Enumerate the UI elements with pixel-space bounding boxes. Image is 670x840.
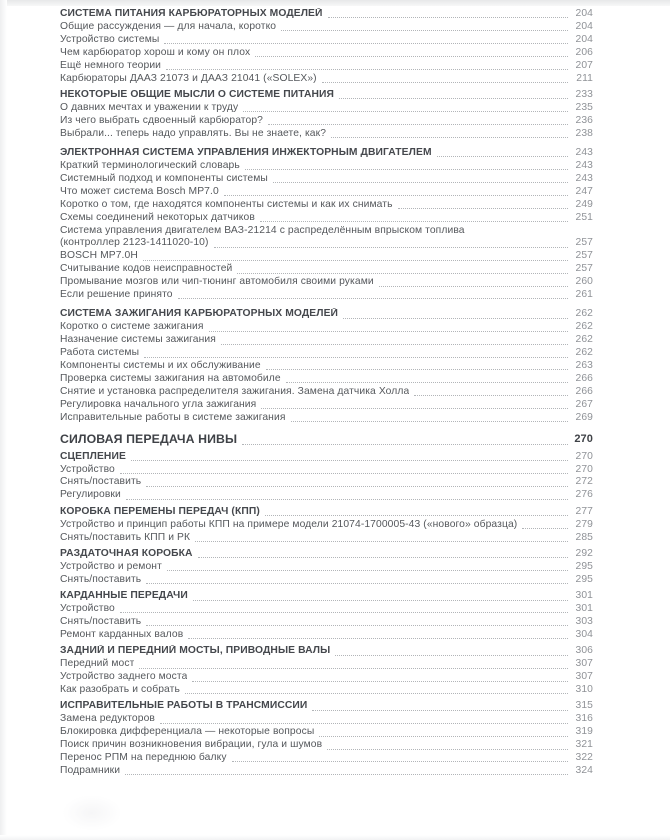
page-number: 301 <box>575 603 593 615</box>
entry-label: Краткий терминологический словарь <box>60 159 240 171</box>
entry-label: Снятие и установка распределителя зажигания. Замена датчика Холла <box>60 385 410 397</box>
dot-leader <box>131 460 568 461</box>
entry-label: КОРОБКА ПЕРЕМЕНЫ ПЕРЕДАЧ (КПП) <box>60 505 260 517</box>
toc-section-header <box>60 700 593 713</box>
entry-label: Регулировка начального угла зажигания <box>60 398 257 410</box>
dot-leader <box>255 56 568 57</box>
toc-entry <box>60 73 593 86</box>
toc-entry <box>60 476 593 489</box>
toc-entry <box>60 373 593 386</box>
toc-entry <box>60 561 593 574</box>
dot-leader <box>328 17 568 18</box>
page-number: 267 <box>575 398 593 410</box>
toc-section-header <box>60 308 593 321</box>
dot-leader <box>143 260 568 261</box>
page-number: 285 <box>575 531 593 543</box>
entry-label: Промывание мозгов или чип-тюнинг автомобиля своими руками <box>60 276 374 288</box>
toc-entry <box>60 360 593 373</box>
entry-label: Снять/поставить КПП и РК <box>60 531 191 543</box>
dot-leader <box>322 82 568 83</box>
dot-leader <box>221 344 568 345</box>
dot-leader <box>120 612 568 613</box>
toc-section-header <box>60 147 593 160</box>
dot-leader <box>339 98 568 99</box>
toc-entry <box>60 347 593 360</box>
entry-label: Выбрали... теперь надо управлять. Вы не знаете, как? <box>60 127 327 139</box>
page-number: 262 <box>575 321 593 333</box>
page-number: 279 <box>575 518 593 530</box>
dot-leader <box>164 43 568 44</box>
dot-leader <box>125 774 568 775</box>
dot-leader <box>146 583 568 584</box>
entry-label: Подрамники <box>60 764 121 776</box>
page-number: 233 <box>575 88 593 100</box>
dot-leader <box>120 473 568 474</box>
entry-label: Что может система Bosch MP7.0 <box>60 185 219 197</box>
toc-entry <box>60 464 593 477</box>
page-number: 238 <box>575 127 593 139</box>
entry-label: О давних мечтах и уважении к труду <box>60 101 239 113</box>
page-number: 263 <box>575 360 593 372</box>
scan-smudge-artifact <box>62 795 122 831</box>
entry-label: СЦЕПЛЕНИЕ <box>60 450 126 462</box>
page-number: 321 <box>575 739 593 751</box>
toc-entry <box>60 263 593 276</box>
entry-label: BOSCH MP7.0H <box>60 250 138 262</box>
toc-entry <box>60 574 593 587</box>
dot-leader <box>146 625 568 626</box>
entry-label: Передний мост <box>60 658 135 670</box>
toc-entry <box>60 334 593 347</box>
toc-entry <box>60 199 593 212</box>
dot-leader <box>273 182 568 183</box>
page-number: 207 <box>575 59 593 71</box>
entry-label: ЭЛЕКТРОННАЯ СИСТЕМА УПРАВЛЕНИЯ ИНЖЕКТОРНЫМ ДВИГАТЕЛЕМ <box>60 147 432 159</box>
dot-leader <box>178 298 568 299</box>
toc-section-header <box>60 548 593 561</box>
dot-leader <box>522 528 568 529</box>
toc-entry <box>60 212 593 225</box>
dot-leader <box>243 111 568 112</box>
page-number: 243 <box>575 172 593 184</box>
dot-leader <box>126 499 568 500</box>
entry-label: КАРДАННЫЕ ПЕРЕДАЧИ <box>60 590 188 602</box>
entry-label: Устройство заднего моста <box>60 671 188 683</box>
entry-label: Устройство и принцип работы КПП на примере модели 21074-1700005-43 («нового» образца) <box>60 518 518 530</box>
page-number: 304 <box>575 628 593 640</box>
page-number: 260 <box>575 276 593 288</box>
dot-leader <box>281 30 568 31</box>
entry-label: Общие рассуждения — для начала, коротко <box>60 20 277 32</box>
dot-leader <box>261 408 568 409</box>
page-number: 204 <box>575 33 593 45</box>
page-number: 262 <box>575 334 593 346</box>
dot-leader <box>195 541 568 542</box>
entry-label: Системный подход и компоненты системы <box>60 172 268 184</box>
page-number: 266 <box>575 372 593 384</box>
page-number: 306 <box>575 645 593 657</box>
entry-label: Назначение системы зажигания <box>60 334 216 346</box>
page-number: 211 <box>576 72 593 84</box>
entry-label: Снять/поставить <box>60 476 142 488</box>
toc-entry <box>60 160 593 173</box>
entry-label: Перенос РПМ на переднюю балку <box>60 752 227 764</box>
dot-leader <box>398 208 568 209</box>
toc-entry <box>60 60 593 73</box>
dot-leader <box>188 638 568 639</box>
page-number: 257 <box>575 250 593 262</box>
toc-entry <box>60 276 593 289</box>
dot-leader <box>237 273 568 274</box>
page-number: 236 <box>575 114 593 126</box>
entry-label: Ещё немного теории <box>60 59 162 71</box>
page-number: 243 <box>575 159 593 171</box>
entry-label: СИЛОВАЯ ПЕРЕДАЧА НИВЫ <box>60 432 238 447</box>
page-number: 249 <box>575 198 593 210</box>
dot-leader <box>266 369 568 370</box>
page-number: 301 <box>575 590 593 602</box>
dot-leader <box>327 749 568 750</box>
scan-edge-bottom <box>0 835 670 840</box>
page-number: 261 <box>575 289 593 301</box>
toc-entry <box>60 765 593 778</box>
entry-label: Замена редукторов <box>60 713 155 725</box>
entry-label: Блокировка дифференциала — некоторые вопросы <box>60 726 315 738</box>
dot-leader <box>198 557 568 558</box>
toc-section-header <box>60 506 593 519</box>
page-number: 257 <box>575 263 593 275</box>
entry-label: Ремонт карданных валов <box>60 628 184 640</box>
page-number: 316 <box>575 713 593 725</box>
page-number: 269 <box>575 411 593 423</box>
page-number: 270 <box>575 450 593 462</box>
page-number: 292 <box>575 547 593 559</box>
toc-section-header <box>60 590 593 603</box>
entry-label: Проверка системы зажигания на автомобиле <box>60 372 281 384</box>
entry-label: Схемы соединений некоторых датчиков <box>60 211 255 223</box>
toc-entry <box>60 616 593 629</box>
toc-entry <box>60 115 593 128</box>
entry-label: Устройство <box>60 463 115 475</box>
entry-label: (контроллер 2123-1411020-10) <box>60 237 209 249</box>
toc-entry <box>60 173 593 186</box>
entry-label: СИСТЕМА ЗАЖИГАНИЯ КАРБЮРАТОРНЫХ МОДЕЛЕЙ <box>60 308 339 320</box>
dot-leader <box>232 761 568 762</box>
page-number: 303 <box>575 615 593 627</box>
page-number: 315 <box>575 700 593 712</box>
toc-entry <box>60 250 593 263</box>
entry-label: Компоненты системы и их обслуживание <box>60 360 261 372</box>
page-number: 247 <box>575 185 593 197</box>
entry-label: Исправительные работы в системе зажигания <box>60 411 286 423</box>
toc-section-header <box>60 645 593 658</box>
dot-leader <box>167 570 568 571</box>
toc-entry <box>60 739 593 752</box>
toc-entry <box>60 519 593 532</box>
entry-label: Карбюраторы ДААЗ 21073 и ДААЗ 21041 («SOLEX») <box>60 72 317 84</box>
entry-label: Как разобрать и собрать <box>60 684 180 695</box>
dot-leader <box>343 318 568 319</box>
toc-entry <box>60 102 593 115</box>
toc-entry <box>60 726 593 739</box>
toc-entry <box>60 237 593 250</box>
toc-entry <box>60 658 593 671</box>
dot-leader <box>379 286 568 287</box>
toc-entry <box>60 21 593 34</box>
page-number: 322 <box>575 752 593 764</box>
entry-label: Коротко о том, где находятся компоненты системы и как их снимать <box>60 198 393 210</box>
dot-leader <box>319 736 568 737</box>
dot-leader <box>335 655 568 656</box>
entry-label: РАЗДАТОЧНАЯ КОРОБКА <box>60 547 193 559</box>
page-number: 295 <box>575 573 593 585</box>
page-number: 319 <box>575 726 593 738</box>
dot-leader <box>144 357 568 358</box>
page-number: 295 <box>575 560 593 572</box>
entry-label: Устройство <box>60 603 115 615</box>
page-number: 324 <box>575 764 593 776</box>
toc-section-header <box>60 89 593 102</box>
page-number: 235 <box>575 101 593 113</box>
dot-leader <box>185 693 568 694</box>
page-number: 307 <box>575 671 593 683</box>
page-number: 206 <box>575 46 593 58</box>
page-number: 251 <box>575 211 593 223</box>
entry-label: Из чего выбрать сдвоенный карбюратор? <box>60 114 263 126</box>
toc-entry-wrapped-line <box>60 225 593 238</box>
dot-leader <box>193 600 568 601</box>
toc-entry <box>60 489 593 502</box>
toc-entry <box>60 128 593 141</box>
toc-section-header <box>60 8 593 21</box>
toc-entry <box>60 532 593 545</box>
toc-entry <box>60 713 593 726</box>
dot-leader <box>245 169 568 170</box>
dot-leader <box>268 124 568 125</box>
dot-leader <box>166 69 568 70</box>
entry-label: Устройство и ремонт <box>60 560 162 572</box>
toc-entry <box>60 386 593 399</box>
page-number: 307 <box>575 658 593 670</box>
entry-label: ИСПРАВИТЕЛЬНЫЕ РАБОТЫ В ТРАНСМИССИИ <box>60 700 308 712</box>
dot-leader <box>146 486 568 487</box>
toc-entry <box>60 321 593 334</box>
dot-leader <box>291 421 569 422</box>
page-number: 262 <box>575 347 593 359</box>
entry-label: Чем карбюратор хорош и кому он плох <box>60 46 251 58</box>
toc-entry <box>60 671 593 684</box>
entry-label: НЕКОТОРЫЕ ОБЩИЕ МЫСЛИ О СИСТЕМЕ ПИТАНИЯ <box>60 88 335 100</box>
entry-label: Снять/поставить <box>60 615 142 627</box>
toc-entry <box>60 752 593 765</box>
page-number: 243 <box>575 147 593 159</box>
page-number: 270 <box>574 433 593 446</box>
toc-section-header <box>60 451 593 464</box>
entry-label: Система управления двигателем ВАЗ-21214 с распределённым впрыском топлива <box>60 224 465 236</box>
toc-entry <box>60 412 593 425</box>
entry-label: ЗАДНИЙ И ПЕРЕДНИЙ МОСТЫ, ПРИВОДНЫЕ ВАЛЫ <box>60 645 331 657</box>
entry-label: Устройство системы <box>60 33 160 45</box>
dot-leader <box>260 221 568 222</box>
entry-label: Если решение принято <box>60 289 173 301</box>
dot-leader <box>224 195 568 196</box>
entry-label: Регулировки <box>60 489 121 501</box>
dot-leader <box>160 723 568 724</box>
entry-label: Коротко о системе зажигания <box>60 321 204 333</box>
dot-leader <box>242 444 568 445</box>
page-number: 204 <box>575 8 593 19</box>
page-number: 310 <box>575 684 593 695</box>
toc-entry <box>60 684 593 697</box>
dot-leader <box>214 247 568 248</box>
page-number: 272 <box>575 476 593 488</box>
toc-entry <box>60 289 593 302</box>
dot-leader <box>331 137 568 138</box>
entry-label: Считывание кодов неисправностей <box>60 263 233 275</box>
entry-label: Работа системы <box>60 347 140 359</box>
toc-part-header <box>60 431 593 447</box>
page-number: 266 <box>575 385 593 397</box>
dot-leader <box>209 331 568 332</box>
page-number: 270 <box>575 463 593 475</box>
dot-leader <box>265 515 568 516</box>
toc-entry <box>60 186 593 199</box>
entry-label: Снять/поставить <box>60 573 142 585</box>
entry-label: Поиск причин возникновения вибрации, гула и шумов <box>60 739 323 751</box>
toc-entry <box>60 629 593 642</box>
toc-entry <box>60 47 593 60</box>
page-number: 276 <box>575 489 593 501</box>
dot-leader <box>312 710 568 711</box>
toc-entry <box>60 34 593 47</box>
page-number: 277 <box>575 505 593 517</box>
dot-leader <box>437 156 568 157</box>
toc-entry <box>60 399 593 412</box>
page-number: 257 <box>575 237 593 249</box>
page-number: 204 <box>575 20 593 32</box>
toc-entry <box>60 603 593 616</box>
dot-leader <box>414 395 568 396</box>
dot-leader <box>192 681 568 682</box>
page-number: 262 <box>575 308 593 320</box>
dot-leader <box>286 382 568 383</box>
dot-leader <box>139 668 568 669</box>
entry-label: СИСТЕМА ПИТАНИЯ КАРБЮРАТОРНЫХ МОДЕЛЕЙ <box>60 8 323 19</box>
